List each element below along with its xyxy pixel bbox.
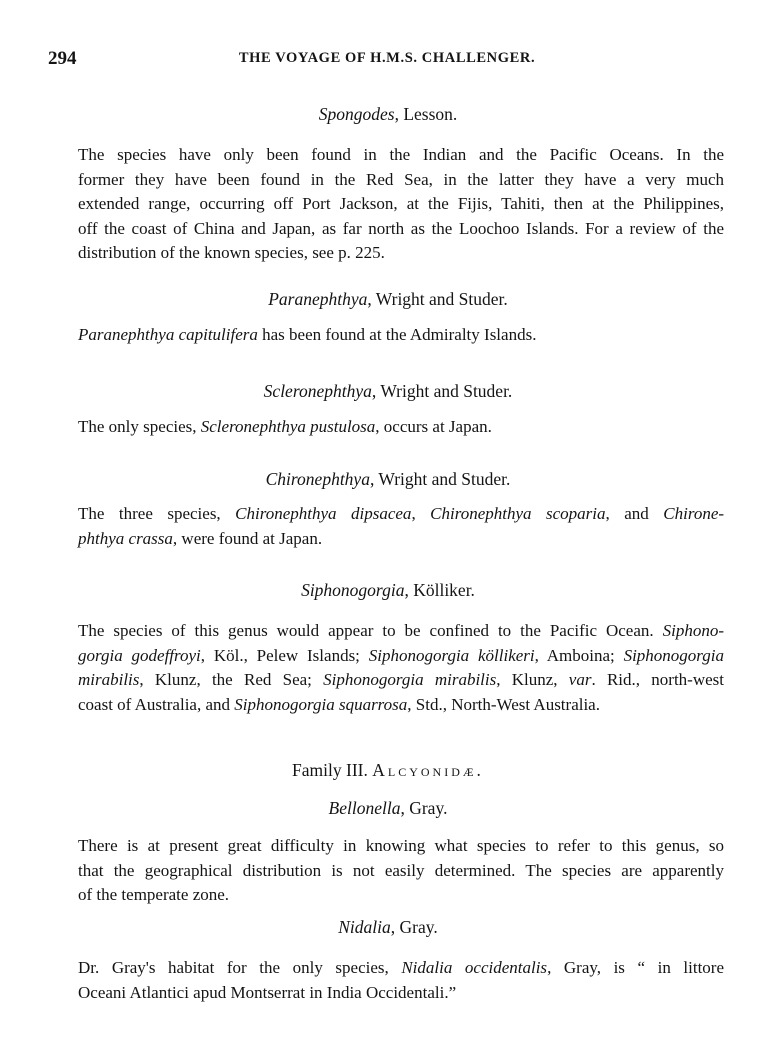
running-title: THE VOYAGE OF H.M.S. CHALLENGER. [238,50,536,66]
text-span: , Gray, is “ in littore [547,958,725,977]
species-name: Chirone- [663,504,725,523]
genus-name: Spongodes [318,104,395,124]
family-heading [78,760,698,781]
text-span: The only species, [78,417,201,436]
species-name: mirabilis [78,670,140,689]
paragraph-chironephthya [78,502,724,551]
species-name: Nidalia occidentalis [401,958,548,977]
text-span: Dr. Gray's habitat for the only species, [78,958,402,977]
genus-authority: , Wright and Studer. [369,469,511,489]
text-span: , and [605,504,664,523]
text-line: off the coast of China and Japan, as far north as the Loochoo Islands. For a review of the [78,218,724,238]
text-span: coast of Australia, and [78,694,235,714]
genus-name: Scleronephthya [263,381,372,401]
text-line: The species have only been found in the Indian and the Pacific Oceans. In the [78,145,724,164]
species-name: Siphonogorgia [623,645,725,665]
text-line: There is at present great difficulty in knowing what species to refer to this genus, so [78,836,724,855]
genus-heading-scleronephthya [78,381,698,402]
text-span: , Köl., Pelew Islands; [200,645,369,665]
text-span: has been found at the Admiralty Islands. [257,325,537,344]
species-name: Siphonogorgia mirabilis [323,670,497,689]
family-name: Alcyonidæ. [372,760,484,780]
text-span: . Rid., north-west [591,670,724,689]
text-span: The three species, [78,504,236,523]
text-span: , Klunz, the Red Sea; [139,670,324,689]
paragraph-nidalia [78,956,724,1005]
genus-name: Chironephthya [265,469,370,489]
species-name: Scleronephthya pustulosa [200,417,376,436]
text-span: , Klunz, [496,670,569,689]
genus-heading-bellonella [78,798,698,819]
text-line: distribution of the known species, see p. 225. [78,243,385,262]
genus-authority: , Wright and Studer. [367,289,508,309]
text-line: extended range, occurring off Port Jackson, at the Fijis, Tahiti, then at the Philippines, [78,194,724,213]
text-span: , occurs at Japan. [375,417,492,436]
species-name: Siphono- [662,621,724,640]
genus-name: Bellonella [328,798,401,818]
genus-authority: , Kölliker. [404,580,475,600]
text-span: , Amboina; [534,645,624,665]
species-name: gorgia godeffroyi [78,645,201,665]
genus-heading-nidalia [78,917,698,938]
paragraph-scleronephthya [78,415,724,440]
text-span: , Std., North-West Australia. [407,694,600,714]
text-span: The species of this genus would appear to be confined to the Pacific Ocean. [78,621,663,640]
family-prefix: Family III. [292,760,373,780]
text-line: Oceani Atlantici apud Montserrat in India Occidentali.” [78,982,457,1002]
genus-heading-paranephthya [78,289,698,310]
paragraph-paranephthya [78,323,724,348]
species-name: Chironephthya dipsacea [235,504,412,523]
paragraph-siphonogorgia [78,619,724,717]
species-name: Siphonogorgia squarrosa [234,694,408,714]
species-name: Siphonogorgia köllikeri [368,645,535,665]
genus-authority: , Lesson. [394,104,458,124]
text-line: of the temperate zone. [78,885,230,904]
genus-authority: , Gray. [400,798,448,818]
text-line: former they have been found in the Red Sea, in the latter they have a very much [78,169,724,189]
page-header [48,48,726,70]
text-span: , were found at Japan. [172,528,323,548]
variety-abbrev: var [568,670,592,689]
species-name: Paranephthya capitulifera [78,325,258,344]
page-number: 294 [48,48,77,69]
genus-name: Nidalia [338,917,391,937]
text-span: , [411,504,431,523]
genus-heading-siphonogorgia [78,580,698,601]
text-line: that the geographical distribution is not easily determined. The species are apparently [78,860,724,880]
paragraph-spongodes [78,143,724,266]
species-name: phthya crassa [78,528,173,548]
paragraph-bellonella [78,834,724,908]
genus-heading-chironephthya [78,469,698,490]
genus-name: Siphonogorgia [301,580,405,600]
genus-authority: , Gray. [390,917,438,937]
genus-heading-spongodes [78,104,698,125]
genus-name: Paranephthya [268,289,368,309]
species-name: Chironephthya scoparia [430,504,606,523]
genus-authority: , Wright and Studer. [371,381,513,401]
